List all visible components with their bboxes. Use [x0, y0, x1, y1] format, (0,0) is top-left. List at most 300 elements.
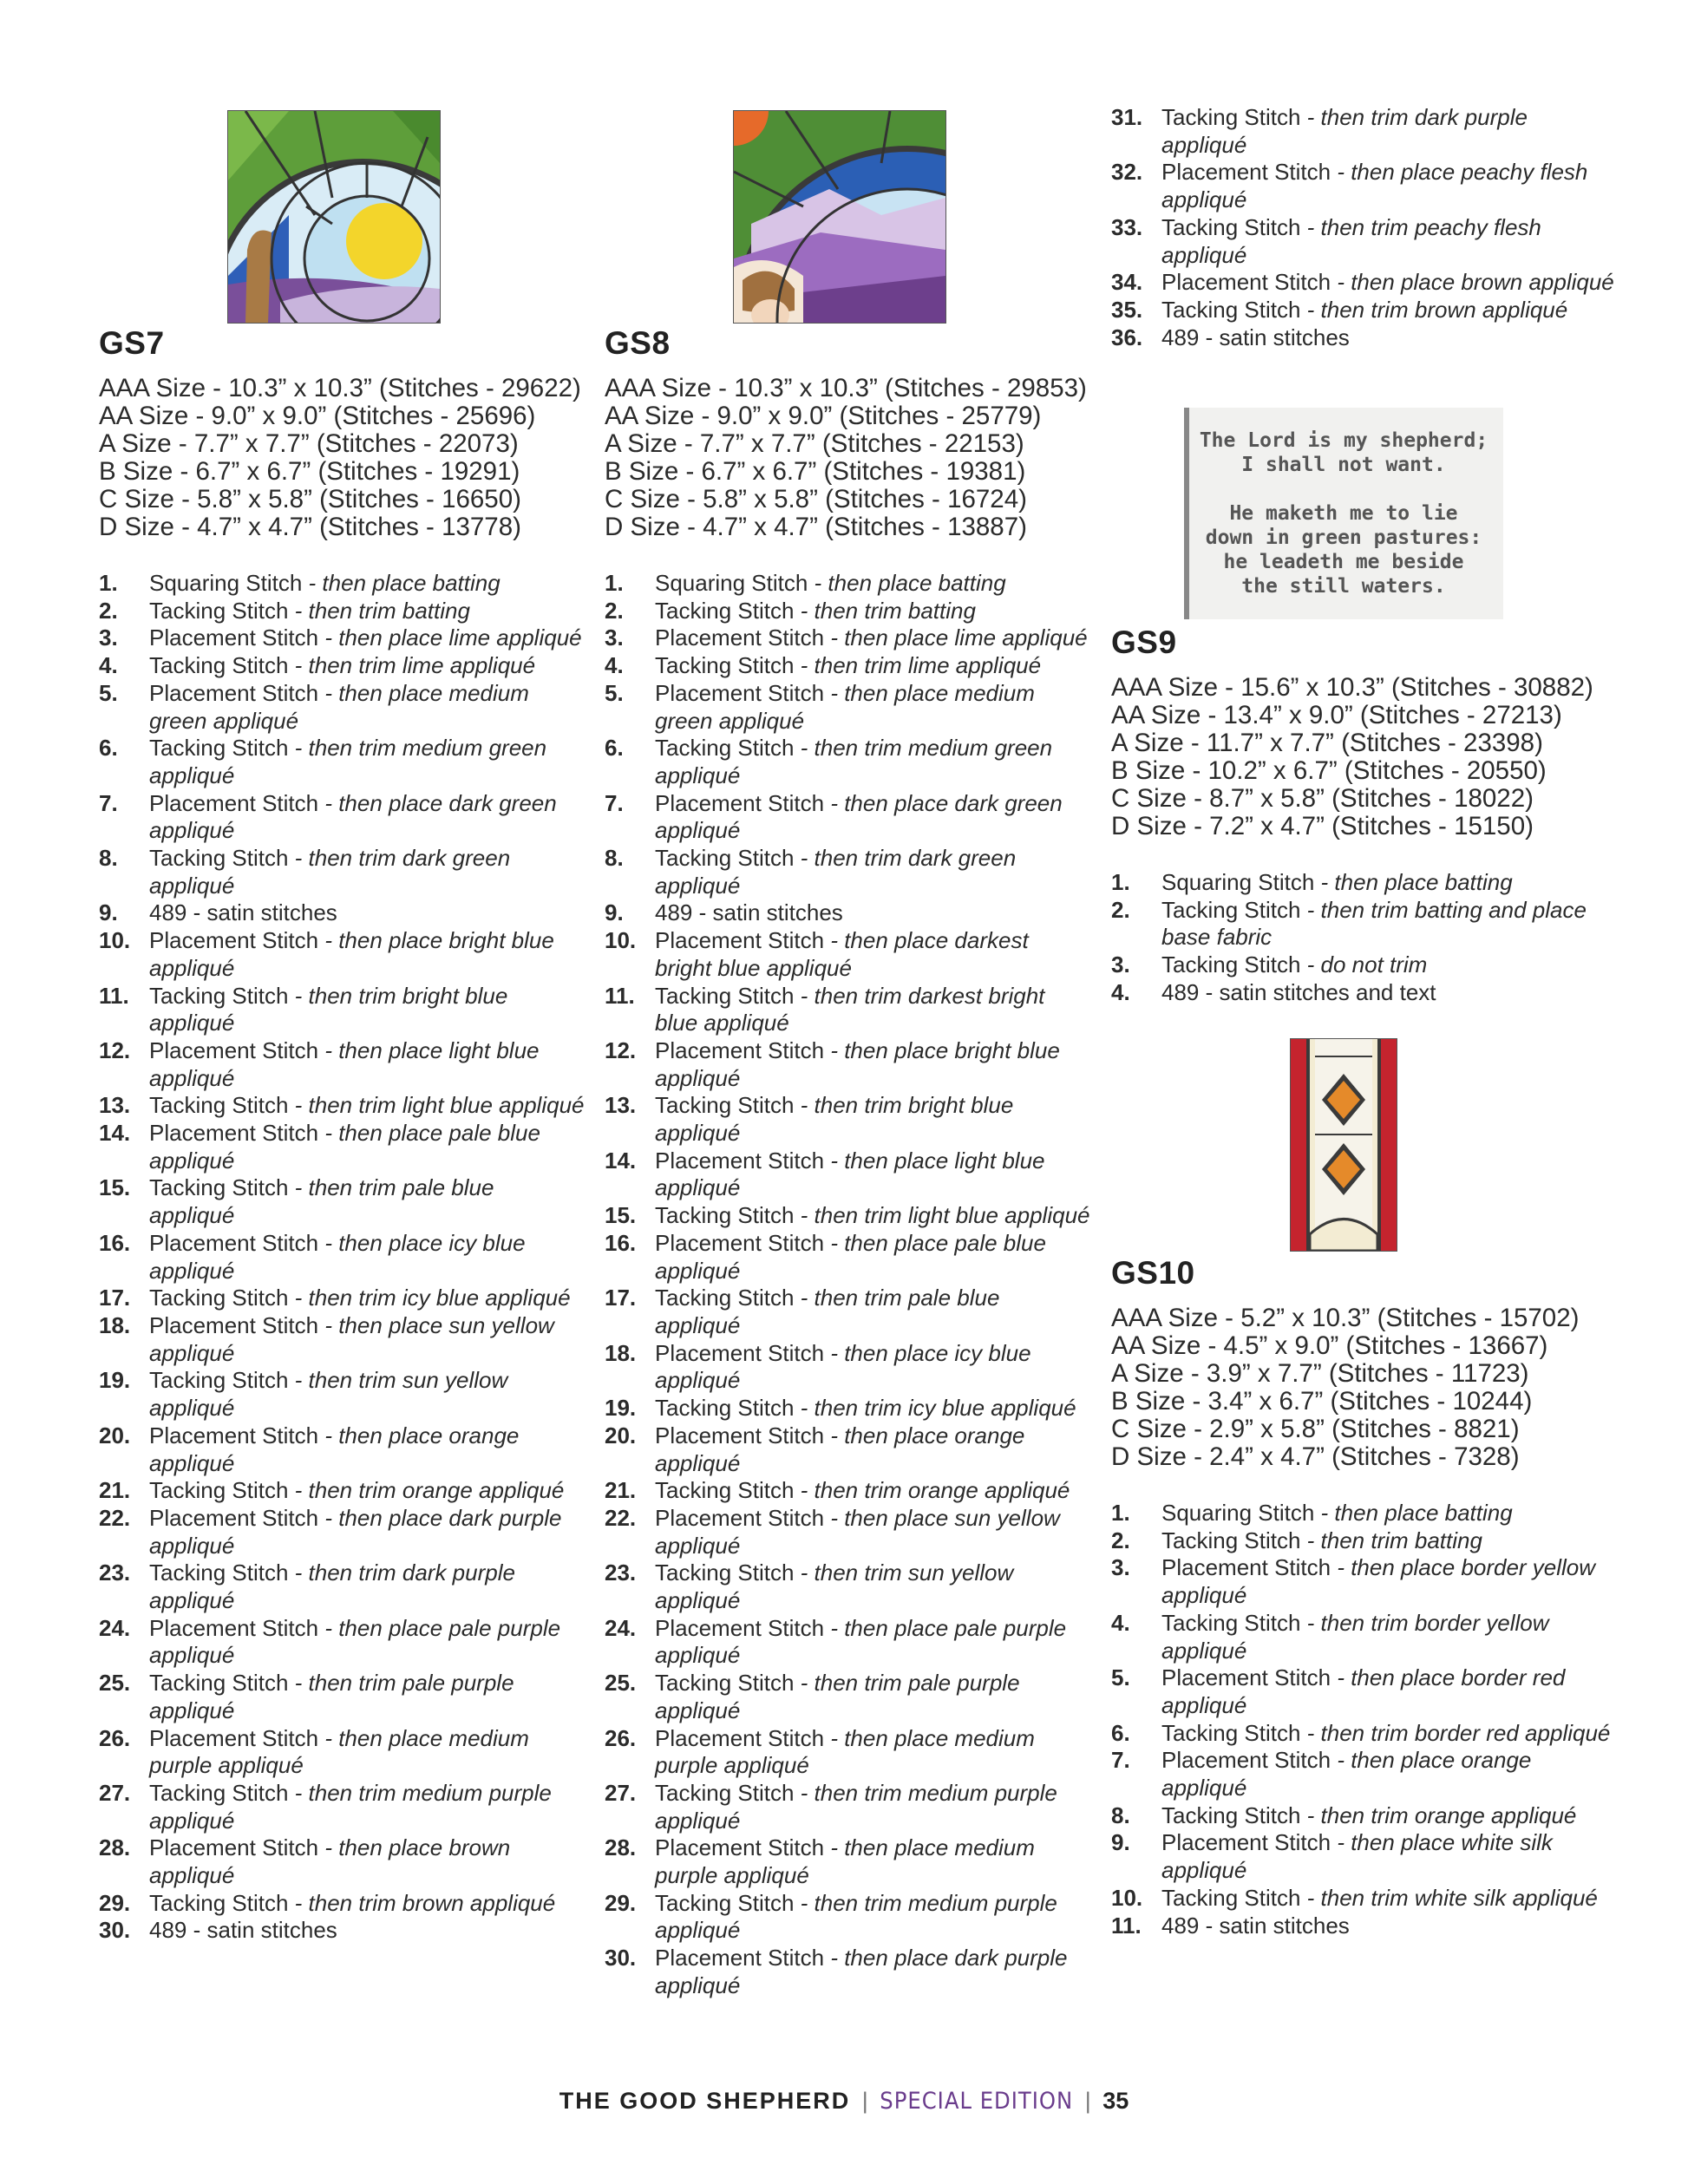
step-instruction: - then place border red appliqué	[1161, 1664, 1566, 1718]
step-instruction: - then place batting	[808, 570, 1006, 596]
step-item	[605, 790, 1090, 845]
step-item	[605, 1560, 1090, 1614]
step-instruction: - then place pale blue appliqué	[149, 1120, 540, 1174]
step-stitch: Squaring Stitch	[1161, 1500, 1315, 1526]
step-item	[605, 1477, 1090, 1505]
footer-separator-2: |	[1084, 2088, 1091, 2114]
step-number: 2.	[99, 597, 118, 624]
step-instruction: - then place medium purple appliqué	[149, 1724, 529, 1779]
gs10-step-list	[1111, 1500, 1614, 1939]
step-stitch: Tacking Stitch	[655, 1477, 795, 1504]
step-number: 14.	[605, 1147, 637, 1174]
step-item	[605, 1422, 1090, 1477]
step-number: 1.	[1111, 869, 1130, 895]
step-stitch: Tacking Stitch	[149, 1779, 289, 1806]
step-item	[99, 1780, 585, 1834]
step-item	[1111, 1747, 1614, 1801]
step-item	[1111, 269, 1614, 297]
step-item	[605, 983, 1090, 1037]
step-number: 35.	[1111, 296, 1143, 323]
step-number: 2.	[605, 597, 624, 624]
step-item	[99, 1505, 585, 1560]
step-stitch: Tacking Stitch	[655, 1560, 795, 1586]
step-item	[605, 845, 1090, 899]
gs10-design-image	[1290, 1038, 1397, 1252]
step-number: 13.	[605, 1092, 637, 1119]
step-instruction: - then place pale blue appliqué	[655, 1229, 1046, 1284]
step-instruction: - then place medium green appliqué	[655, 679, 1035, 734]
step-instruction: - then trim bright blue appliqué	[655, 1092, 1014, 1147]
step-stitch: Tacking Stitch	[655, 1779, 795, 1806]
step-item	[605, 1092, 1090, 1147]
step-instruction: - then trim dark green appliqué	[149, 845, 511, 899]
step-instruction: - then trim white silk appliqué	[1300, 1884, 1598, 1911]
size-line: A Size - 7.7” x 7.7” (Stitches - 22073)	[99, 429, 519, 458]
step-stitch: Placement Stitch	[149, 1120, 319, 1147]
step-item	[605, 680, 1090, 735]
step-stitch: Tacking Stitch	[149, 845, 289, 872]
step-item	[1111, 1664, 1614, 1719]
step-instruction: - then trim medium purple appliqué	[149, 1779, 552, 1834]
gs8-step-list	[605, 570, 1090, 2000]
step-instruction: - then trim pale purple appliqué	[655, 1670, 1020, 1723]
size-line: D Size - 2.4” x 4.7” (Stitches - 7328)	[1111, 1442, 1520, 1471]
step-number: 6.	[99, 735, 118, 762]
step-instruction: - then trim orange appliqué	[1300, 1801, 1577, 1828]
step-item	[99, 1312, 585, 1367]
step-number: 22.	[605, 1504, 637, 1531]
step-instruction: - then place icy blue appliqué	[149, 1229, 526, 1284]
step-item	[99, 735, 585, 789]
step-item	[99, 624, 585, 652]
step-item	[1111, 104, 1614, 159]
step-instruction: - do not trim	[1300, 951, 1428, 978]
step-number: 15.	[605, 1202, 637, 1229]
step-number: 3.	[1111, 1554, 1130, 1581]
step-item	[605, 1615, 1090, 1670]
step-item	[605, 1285, 1090, 1339]
step-stitch: Tacking Stitch	[149, 1670, 289, 1697]
step-number: 28.	[605, 1834, 637, 1861]
step-number: 12.	[99, 1036, 131, 1063]
step-stitch: Placement Stitch	[1161, 159, 1331, 186]
size-line: AAA Size - 10.3” x 10.3” (Stitches - 29853)	[605, 374, 1087, 402]
step-instruction: - then trim bright blue appliqué	[149, 982, 508, 1036]
step-number: 20.	[99, 1422, 131, 1448]
step-number: 27.	[605, 1779, 637, 1806]
step-instruction: - then place sun yellow appliqué	[149, 1311, 554, 1366]
step-instruction: - then place dark purple appliqué	[655, 1945, 1068, 1998]
step-instruction: - then trim batting	[794, 597, 976, 624]
step-stitch: Tacking Stitch	[149, 1477, 289, 1504]
step-item	[1111, 159, 1614, 213]
gs7-size-list	[99, 375, 581, 541]
step-stitch: Tacking Stitch	[1161, 296, 1301, 323]
step-stitch: Tacking Stitch	[1161, 104, 1301, 130]
step-stitch: Placement Stitch	[149, 1724, 319, 1751]
step-instruction: - then place sun yellow appliqué	[655, 1504, 1060, 1559]
step-number: 12.	[605, 1036, 637, 1063]
step-stitch: Tacking Stitch	[1161, 1719, 1301, 1746]
size-line: B Size - 3.4” x 6.7” (Stitches - 10244)	[1111, 1387, 1533, 1416]
step-instruction: - then place medium purple appliqué	[655, 1834, 1035, 1889]
step-stitch: 489 - satin stitches and text	[1161, 978, 1436, 1005]
step-instruction: - then trim orange appliqué	[794, 1477, 1070, 1504]
step-number: 36.	[1111, 324, 1143, 350]
step-item	[605, 598, 1090, 625]
step-instruction: - then trim border yellow appliqué	[1161, 1609, 1549, 1664]
step-stitch: 489 - satin stitches	[1161, 324, 1350, 350]
step-stitch: Tacking Stitch	[655, 1285, 795, 1311]
step-item	[99, 1422, 585, 1477]
step-number: 20.	[605, 1422, 637, 1448]
step-stitch: Tacking Stitch	[149, 1174, 289, 1201]
step-instruction: - then trim sun yellow appliqué	[655, 1560, 1014, 1614]
step-stitch: Placement Stitch	[1161, 1664, 1331, 1691]
step-number: 8.	[605, 845, 624, 872]
step-item	[99, 1890, 585, 1918]
step-number: 23.	[605, 1560, 637, 1586]
step-instruction: - then place dark green appliqué	[655, 789, 1063, 844]
step-number: 23.	[99, 1560, 131, 1586]
step-stitch: Placement Stitch	[149, 1311, 319, 1338]
step-number: 28.	[99, 1834, 131, 1861]
step-stitch: Tacking Stitch	[149, 1889, 289, 1916]
step-stitch: Placement Stitch	[149, 927, 319, 954]
step-number: 9.	[605, 899, 624, 926]
step-instruction: - then place dark green appliqué	[149, 789, 557, 844]
step-stitch: Tacking Stitch	[149, 1367, 289, 1394]
step-instruction: - then place brown appliqué	[149, 1834, 511, 1889]
step-instruction: - then trim medium purple appliqué	[655, 1889, 1057, 1944]
step-stitch: Tacking Stitch	[1161, 1884, 1301, 1911]
step-instruction: - then trim pale blue appliqué	[149, 1174, 494, 1229]
step-instruction: - then trim medium green appliqué	[655, 735, 1053, 788]
step-stitch: Tacking Stitch	[1161, 1609, 1301, 1636]
step-stitch: Tacking Stitch	[1161, 213, 1301, 240]
gs8-size-list	[605, 375, 1087, 541]
step-stitch: Placement Stitch	[1161, 1554, 1331, 1581]
size-line: C Size - 2.9” x 5.8” (Stitches - 8821)	[1111, 1415, 1520, 1443]
step-item	[605, 1148, 1090, 1202]
step-item	[99, 1174, 585, 1229]
size-line: AA Size - 9.0” x 9.0” (Stitches - 25779)	[605, 402, 1042, 430]
gs9-step-list	[1111, 869, 1614, 1007]
step-item	[1111, 1885, 1614, 1913]
step-number: 25.	[605, 1670, 637, 1697]
step-stitch: Tacking Stitch	[149, 652, 289, 679]
step-item	[99, 1120, 585, 1174]
step-number: 11.	[1111, 1912, 1142, 1939]
size-line: AA Size - 13.4” x 9.0” (Stitches - 27213)	[1111, 701, 1562, 729]
step-item	[99, 1037, 585, 1092]
step-stitch: 489 - satin stitches	[149, 899, 337, 926]
step-instruction: - then trim batting	[1300, 1527, 1482, 1553]
step-number: 6.	[605, 735, 624, 762]
step-number: 14.	[99, 1120, 131, 1147]
step-instruction: - then place light blue appliqué	[149, 1036, 540, 1091]
step-number: 1.	[99, 570, 118, 596]
step-number: 26.	[99, 1724, 131, 1751]
step-item	[99, 1834, 585, 1889]
step-stitch: Placement Stitch	[655, 1945, 825, 1971]
step-item	[605, 1505, 1090, 1560]
step-stitch: Placement Stitch	[655, 624, 825, 651]
size-line: D Size - 4.7” x 4.7” (Stitches - 13887)	[605, 513, 1027, 541]
gs9-size-list	[1111, 674, 1593, 840]
step-instruction: - then trim icy blue appliqué	[288, 1285, 571, 1311]
step-stitch: Tacking Stitch	[655, 982, 795, 1009]
step-instruction: - then place orange appliqué	[149, 1422, 520, 1476]
step-number: 19.	[99, 1367, 131, 1394]
step-item	[99, 1725, 585, 1780]
step-stitch: Tacking Stitch	[655, 1889, 795, 1916]
step-item	[605, 1670, 1090, 1724]
step-number: 10.	[605, 927, 637, 954]
step-stitch: 489 - satin stitches	[655, 899, 843, 926]
step-number: 21.	[605, 1477, 637, 1504]
step-number: 29.	[605, 1889, 637, 1916]
step-stitch: 489 - satin stitches	[1161, 1912, 1350, 1939]
step-number: 5.	[1111, 1664, 1130, 1691]
step-number: 8.	[99, 845, 118, 872]
step-item	[1111, 897, 1614, 951]
step-stitch: Placement Stitch	[655, 1834, 825, 1861]
step-number: 11.	[605, 982, 635, 1009]
step-item	[605, 1395, 1090, 1422]
step-item	[605, 1780, 1090, 1834]
step-item	[99, 927, 585, 982]
gs8-design-image	[733, 110, 946, 324]
step-instruction: - then trim medium purple appliqué	[655, 1779, 1057, 1834]
step-stitch: Tacking Stitch	[149, 735, 289, 762]
step-number: 18.	[605, 1339, 637, 1366]
step-instruction: - then place batting	[302, 570, 501, 596]
step-number: 6.	[1111, 1719, 1130, 1746]
step-number: 26.	[605, 1724, 637, 1751]
step-stitch: Placement Stitch	[655, 1147, 825, 1174]
step-stitch: Placement Stitch	[1161, 269, 1331, 296]
step-instruction: - then place orange appliqué	[655, 1422, 1025, 1476]
step-number: 9.	[99, 899, 118, 926]
step-stitch: Tacking Stitch	[655, 1670, 795, 1697]
step-number: 22.	[99, 1504, 131, 1531]
step-instruction: - then trim pale blue appliqué	[655, 1285, 1000, 1338]
step-number: 24.	[99, 1614, 131, 1641]
step-item	[605, 899, 1090, 927]
step-item	[605, 624, 1090, 652]
step-instruction: - then trim batting and place base fabric	[1161, 896, 1587, 951]
step-instruction: - then place orange appliqué	[1161, 1747, 1532, 1801]
step-stitch: Placement Stitch	[655, 1339, 825, 1366]
step-item	[605, 1725, 1090, 1780]
step-item	[99, 1285, 585, 1312]
gs9-code: GS9	[1111, 624, 1177, 660]
step-item	[99, 983, 585, 1037]
size-line: AA Size - 9.0” x 9.0” (Stitches - 25696)	[99, 402, 536, 430]
step-item	[605, 1037, 1090, 1092]
step-stitch: Tacking Stitch	[149, 982, 289, 1009]
step-item	[1111, 951, 1614, 979]
size-line: B Size - 10.2” x 6.7” (Stitches - 20550)	[1111, 756, 1547, 785]
step-number: 24.	[605, 1614, 637, 1641]
step-number: 7.	[605, 789, 624, 816]
step-number: 9.	[1111, 1829, 1130, 1856]
size-line: D Size - 4.7” x 4.7” (Stitches - 13778)	[99, 513, 521, 541]
step-number: 4.	[99, 652, 118, 679]
step-number: 21.	[99, 1477, 131, 1504]
step-number: 3.	[99, 624, 118, 651]
step-number: 33.	[1111, 213, 1143, 240]
size-line: AAA Size - 5.2” x 10.3” (Stitches - 15702)	[1111, 1304, 1580, 1332]
step-stitch: Tacking Stitch	[655, 845, 795, 872]
step-number: 2.	[1111, 896, 1130, 923]
step-number: 8.	[1111, 1801, 1130, 1828]
step-stitch: Placement Stitch	[149, 1422, 319, 1448]
step-instruction: - then trim medium green appliqué	[149, 735, 547, 788]
step-stitch: Placement Stitch	[655, 927, 825, 954]
step-stitch: Placement Stitch	[655, 789, 825, 816]
step-instruction: - then trim light blue appliqué	[288, 1092, 585, 1119]
step-stitch: Tacking Stitch	[149, 1560, 289, 1586]
step-number: 5.	[605, 679, 624, 706]
step-item	[605, 1834, 1090, 1889]
step-instruction: - then place darkest bright blue appliqué	[655, 927, 1029, 981]
step-item	[99, 1367, 585, 1422]
size-line: C Size - 5.8” x 5.8” (Stitches - 16724)	[605, 485, 1027, 513]
step-number: 7.	[99, 789, 118, 816]
step-instruction: - then trim brown appliqué	[1300, 296, 1568, 323]
step-item	[99, 790, 585, 845]
step-stitch: Placement Stitch	[149, 1504, 319, 1531]
step-number: 10.	[99, 927, 131, 954]
step-instruction: - then place brown appliqué	[1331, 269, 1614, 296]
step-stitch: Tacking Stitch	[1161, 1801, 1301, 1828]
step-number: 13.	[99, 1092, 131, 1119]
step-instruction: - then trim lime appliqué	[794, 652, 1042, 679]
step-instruction: - then place batting	[1314, 1500, 1513, 1526]
step-item	[1111, 1913, 1614, 1940]
step-number: 16.	[605, 1229, 637, 1256]
step-stitch: Placement Stitch	[149, 789, 319, 816]
step-item	[1111, 1829, 1614, 1884]
step-instruction: - then trim lime appliqué	[288, 652, 536, 679]
step-stitch: Tacking Stitch	[655, 597, 795, 624]
step-stitch: Tacking Stitch	[655, 1092, 795, 1119]
step-stitch: 489 - satin stitches	[149, 1917, 337, 1944]
step-number: 18.	[99, 1311, 131, 1338]
step-instruction: - then place white silk appliqué	[1161, 1829, 1553, 1884]
step-item	[99, 1670, 585, 1724]
gs8-code: GS8	[605, 325, 671, 361]
step-instruction: - then trim orange appliqué	[288, 1477, 565, 1504]
step-instruction: - then trim dark green appliqué	[655, 845, 1017, 899]
step-number: 27.	[99, 1779, 131, 1806]
step-item	[605, 927, 1090, 982]
step-number: 5.	[99, 679, 118, 706]
step-instruction: - then place pale purple appliqué	[149, 1614, 561, 1669]
step-stitch: Placement Stitch	[149, 1036, 319, 1063]
step-instruction: - then trim brown appliqué	[288, 1889, 556, 1916]
footer-page-number: 35	[1102, 2088, 1129, 2114]
step-item	[99, 1092, 585, 1120]
step-number: 15.	[99, 1174, 131, 1201]
gs7-code: GS7	[99, 325, 165, 361]
size-line: AAA Size - 10.3” x 10.3” (Stitches - 29622)	[99, 374, 581, 402]
step-item	[1111, 1527, 1614, 1555]
gs7-step-list	[99, 570, 585, 1945]
step-item	[99, 570, 585, 598]
step-item	[99, 1560, 585, 1614]
step-number: 30.	[605, 1945, 637, 1971]
step-number: 17.	[99, 1285, 131, 1311]
size-line: AA Size - 4.5” x 9.0” (Stitches - 13667)	[1111, 1331, 1548, 1360]
gs7-design-image	[227, 110, 441, 324]
step-item	[605, 1340, 1090, 1395]
step-stitch: Tacking Stitch	[149, 1285, 289, 1311]
step-item	[1111, 979, 1614, 1007]
page-footer	[0, 2088, 1688, 2115]
size-line: A Size - 11.7” x 7.7” (Stitches - 23398)	[1111, 729, 1543, 757]
step-item	[605, 570, 1090, 598]
step-instruction: - then place batting	[1314, 869, 1513, 895]
step-item	[1111, 1610, 1614, 1664]
step-stitch: Placement Stitch	[655, 679, 825, 706]
step-instruction: - then place medium purple appliqué	[655, 1724, 1035, 1779]
step-item	[99, 680, 585, 735]
step-item	[99, 1917, 585, 1945]
step-number: 34.	[1111, 269, 1143, 296]
step-instruction: - then place light blue appliqué	[655, 1147, 1045, 1201]
step-stitch: Placement Stitch	[655, 1504, 825, 1531]
step-stitch: Placement Stitch	[655, 1724, 825, 1751]
gs9-verse-text: The Lord is my shepherd; I shall not want. He maketh me to lie down in green pastures: he leadeth me beside the still waters.	[1199, 429, 1488, 598]
step-number: 2.	[1111, 1527, 1130, 1553]
step-number: 16.	[99, 1229, 131, 1256]
step-instruction: - then trim icy blue appliqué	[794, 1395, 1076, 1422]
size-line: C Size - 5.8” x 5.8” (Stitches - 16650)	[99, 485, 521, 513]
step-number: 25.	[99, 1670, 131, 1697]
step-item	[99, 845, 585, 899]
step-stitch: Tacking Stitch	[149, 597, 289, 624]
step-number: 17.	[605, 1285, 637, 1311]
step-item	[1111, 1554, 1614, 1609]
step-stitch: Placement Stitch	[655, 1036, 825, 1063]
step-instruction: - then trim dark purple appliqué	[1161, 104, 1528, 158]
step-stitch: Squaring Stitch	[149, 570, 303, 596]
step-item	[99, 1230, 585, 1285]
step-stitch: Tacking Stitch	[655, 652, 795, 679]
step-instruction: - then trim border red appliqué	[1300, 1719, 1611, 1746]
step-stitch: Squaring Stitch	[655, 570, 808, 596]
step-item	[1111, 214, 1614, 269]
step-instruction: - then trim batting	[288, 597, 470, 624]
step-instruction: - then place border yellow appliqué	[1161, 1554, 1596, 1609]
step-stitch: Tacking Stitch	[655, 1395, 795, 1422]
step-instruction: - then trim darkest bright blue appliqué	[655, 982, 1045, 1036]
step-instruction: - then place bright blue appliqué	[655, 1036, 1060, 1091]
step-item	[605, 1945, 1090, 1999]
step-stitch: Tacking Stitch	[655, 1202, 795, 1229]
step-number: 4.	[1111, 1609, 1130, 1636]
step-stitch: Placement Stitch	[655, 1614, 825, 1641]
step-instruction: - then trim peachy flesh appliqué	[1161, 213, 1541, 268]
footer-publication: THE GOOD SHEPHERD	[559, 2088, 851, 2114]
step-number: 19.	[605, 1395, 637, 1422]
step-stitch: Tacking Stitch	[655, 735, 795, 762]
step-item	[99, 1477, 585, 1505]
step-stitch: Tacking Stitch	[1161, 896, 1301, 923]
